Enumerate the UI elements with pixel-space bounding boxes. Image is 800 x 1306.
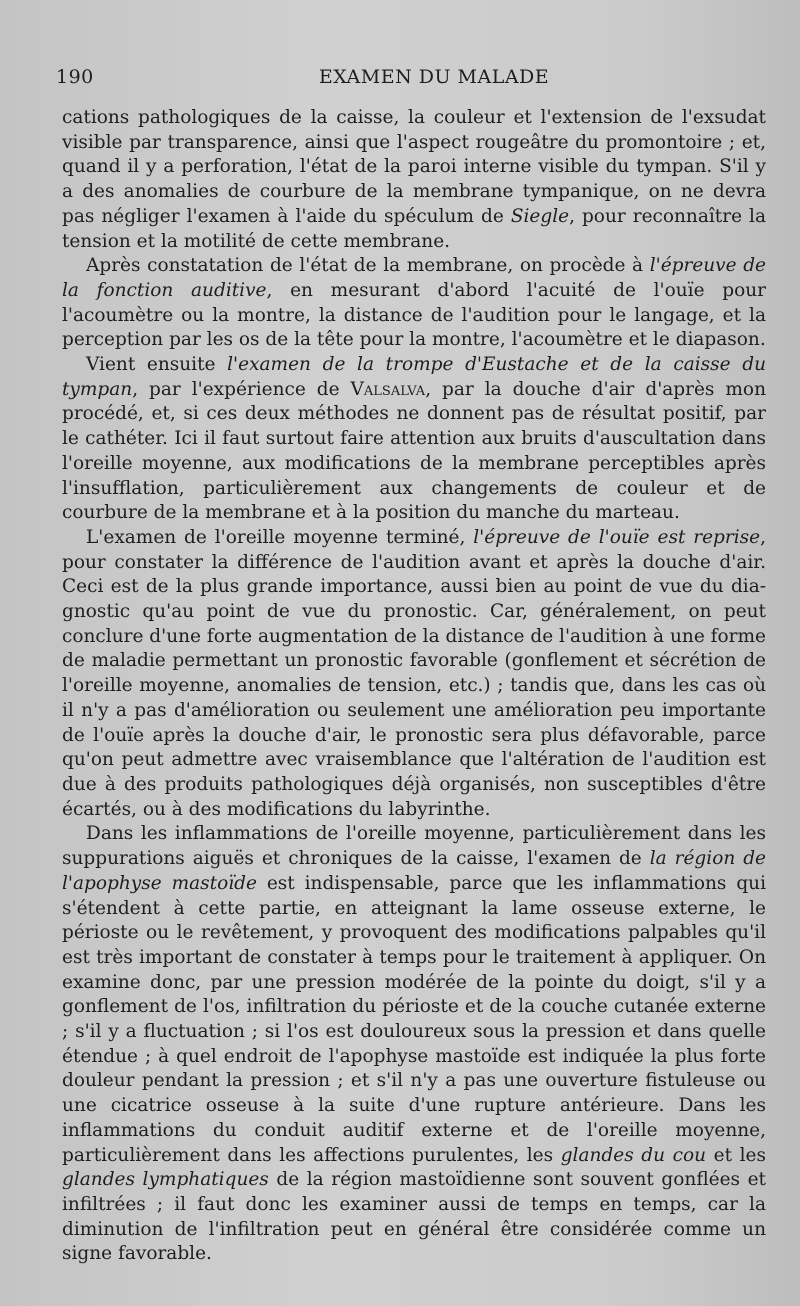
page-number: 190 bbox=[56, 66, 94, 88]
body-text bbox=[62, 106, 766, 1267]
italic-term: l'examen de la trompe d'Eustache et de la caisse du tympan bbox=[62, 354, 766, 400]
paragraph bbox=[62, 106, 766, 254]
author-name: Valsalva bbox=[350, 378, 426, 400]
text-run: Après constatation de l'état de la membrane, on procède à bbox=[86, 255, 650, 277]
text-run: , en mesurant d'abord l'acuité de l'ouïe pour l'acoumètre ou la montre, la distance de l'audition pour le langage, et la perception par les os de la tête pour la montre, l'acoumètre et le diapason. bbox=[62, 279, 766, 351]
running-head bbox=[56, 66, 766, 106]
italic-term: glandes lymphatiques bbox=[62, 1169, 269, 1191]
text-run: , par la douche d'air d'après mon procédé, et, si ces deux méthodes ne donnent pas de résultat positif, par le cathéter. Ici il faut surtout faire attention aux bruits d'auscultation dans l'oreille moyenne, aux modifications de la membrane perceptibles après l'insufflation, particulièrement aux changements de couleur et de courbure de la membrane et à la position du manche du marteau. bbox=[62, 378, 766, 524]
running-title: EXAMEN DU MALADE bbox=[318, 66, 550, 88]
paragraph bbox=[62, 822, 766, 1267]
text-run: est indispensable, parce que les inflammations qui s'étendent à cette partie, en atteignant la lame osseuse externe, le périoste ou le revêtement, y provoquent des modifications palpables qu'il est très important de constater à temps pour le traitement à appliquer. On examine donc, par une pression modérée de la pointe du doigt, s'il y a gonflement de l'os, infiltration du périoste et de la couche cutanée externe ; s'il y a fluctuation ; si l'os est douloureux sous la pression et dans quelle étendue ; à quel endroit de l'apophyse mastoïde est indiquée la plus forte douleur pendant la pression ; et s'il n'y a pas une ouverture fistuleuse ou une cicatrice osseuse à la suite d'une rupture antérieure. Dans les inflammations du conduit auditif externe et de l'oreille moyenne, particulièrement dans les affections purulentes, les bbox=[62, 872, 767, 1166]
italic-term: glandes du cou bbox=[560, 1144, 707, 1166]
italic-term: Siegle bbox=[510, 205, 570, 227]
italic-term: l'épreuve de l'ouïe est reprise bbox=[473, 526, 761, 548]
text-run: , pour constater la différence de l'audition avant et après la douche d'air. Ceci est de la plus grande importance, aussi bien au point de vue du diagnostic qu'au point de vue du pronostic. Car, généralement, on peut conclure d'une forte augmentation de la distance de l'audition à une forme de maladie permettant un pronostic favorable (gonflement et sécrétion de l'oreille moyenne, anomalies de tension, etc.) ; tandis que, dans les cas où il n'y a pas d'amélioration ou seulement une amélioration peu importante de l'ouïe après la douche d'air, le pronostic sera plus défavorable, parce qu'on peut admettre avec vraisemblance que l'altération de l'audition est due à des produits pathologiques déjà organisés, non susceptibles d'être écartés, ou à des modifications du labyrinthe. bbox=[62, 526, 766, 820]
text-run: , par l'expérience de bbox=[132, 378, 351, 400]
paragraph bbox=[62, 254, 766, 353]
text-run: cations pathologiques de la caisse, la couleur et l'extension de l'exsudat visible par transparence, ainsi que l'aspect rougeâtre du promontoire ; et, quand il y a perforation, l'état de la paroi interne visible du tympan. S'il y a des anomalies de courbure de la membrane tympanique, on ne devra pas négliger l'examen à l'aide du spéculum de bbox=[62, 107, 766, 227]
italic-term: la région de l'apophyse mastoïde bbox=[62, 848, 766, 894]
text-run: de la région mastoïdienne sont souvent gonflées et infiltrées ; il faut donc les examiner aussi de temps en temps, car la diminution de l'infiltration peut en général être considérée comme un signe favorable. bbox=[62, 1169, 766, 1265]
text-run: et les bbox=[706, 1144, 766, 1166]
text-run: L'examen de l'oreille moyenne terminé, bbox=[86, 526, 474, 548]
paragraph bbox=[62, 526, 766, 822]
italic-term: l'épreuve de la fonction auditive bbox=[62, 255, 766, 301]
paragraph bbox=[62, 353, 766, 526]
text-run: Dans les inflammations de l'oreille moyenne, particulièrement dans les suppurations aiguës et chroniques de la caisse, l'examen de bbox=[62, 823, 766, 870]
text-run: Vient ensuite bbox=[86, 354, 228, 376]
text-run: , pour reconnaître la tension et la motilité de cette membrane. bbox=[62, 205, 766, 252]
